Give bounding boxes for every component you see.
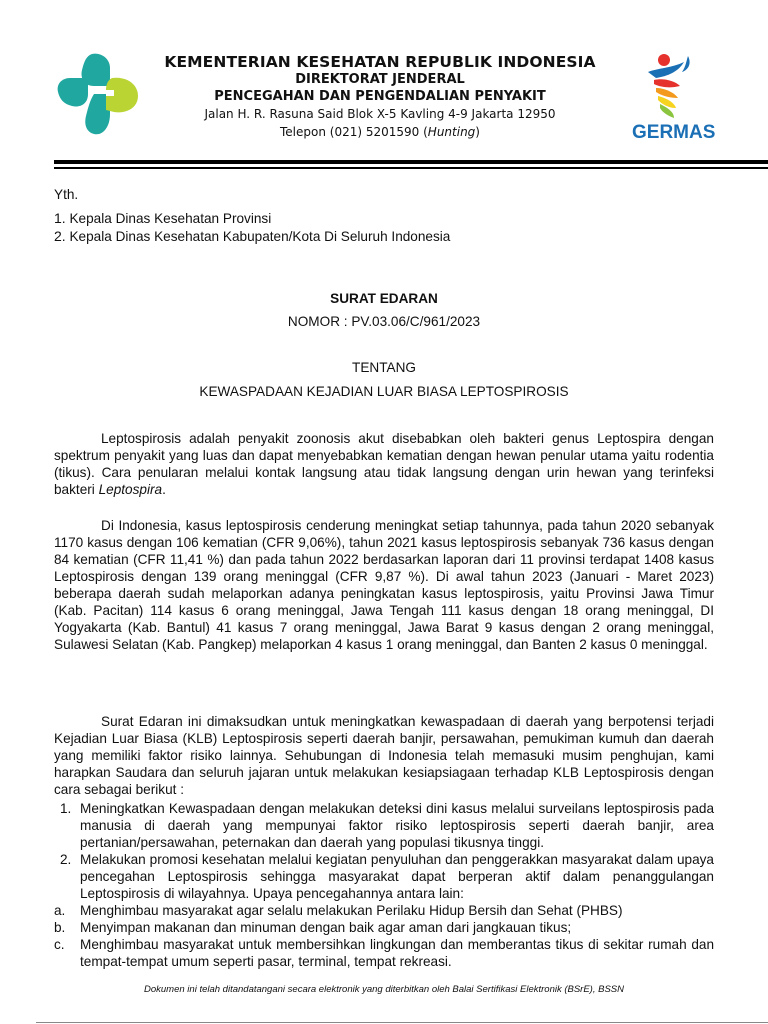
action-item: 1. Meningkatkan Kewaspadaan dengan melakukan deteksi dini kasus melalui surveilans leptospirosis pada manusia di daerah yang mempunyai faktor risiko leptospirosis seperti daerah banjir, area pertanian/persawahan, peternakan dan daerah yang populasi tikusnya tinggi.: [60, 801, 714, 850]
document-subject: KEWASPADAAN KEJADIAN LUAR BIASA LEPTOSPIROSIS: [199, 384, 569, 399]
recipient-item: 1. Kepala Dinas Kesehatan Provinsi: [54, 210, 272, 226]
sub-action-item: b. Menyimpan makanan dan minuman dengan baik agar aman dari jangkauan tikus;: [54, 920, 572, 935]
sub-action-item: c. Menghimbau masyarakat untuk membersihkan lingkungan dan memberantas tikus di sekitar rumah dan tempat-tempat umum seperti pasar, terminal, tempat rekreasi.: [54, 937, 714, 969]
germas-logo-icon: [628, 50, 716, 144]
germas-label: GERMAS: [632, 122, 716, 143]
page-bottom-rule: [36, 1022, 768, 1023]
paragraph-case-data: Di Indonesia, kasus leptospirosis cenderung meningkat setiap tahunnya, pada tahun 2020 sebanyak 1170 kasus dengan 106 kematian (CFR 9,06%), tahun 2021 kasus leptospirosis sebanyak 736 kasus dengan 84 kematian (CFR 11,41 %) dan pada tahun 2022 berdasarkan laporan dari 11 provinsi terdapat 1408 kasus Leptospirosis dengan 139 orang meninggal (CFR 9,87 %). Di awal tahun 2023 (Januari - Maret 2023) beberapa daerah sudah melaporkan adanya peningkatan kasus leptospirosis, yaitu Provinsi Jawa Timur (Kab. Pacitan) 114 kasus 6 orang meninggal, Jawa Tengah 111 kasus dengan 18 orang meninggal, DI Yogyakarta (Kab. Bantul) 41 kasus 7 orang meninggal, Jawa Barat 9 kasus dengan 2 orang meninggal, Sulawesi Selatan (Kab. Pangkep) melaporkan 4 kasus 1 orang meninggal, dan Banten 2 kasus 0 meninggal.: [54, 518, 714, 652]
action-item: 2. Melakukan promosi kesehatan melalui kegiatan penyuluhan dan penggerakkan masyarakat dalam upaya pencegahan Leptospirosis sehingga masyarakat dapat berperan aktif dalam penanggulangan Leptospirosis di wilayahnya. Upaya pencegahannya antara lain:: [60, 852, 714, 901]
paragraph-definition: Leptospirosis adalah penyakit zoonosis akut disebabkan oleh bakteri genus Leptospira dengan spektrum penyakit yang luas dan dapat menyebabkan kematian dengan hewan penular utama yaitu rodentia (tikus). Cara penularan melalui kontak langsung atau tidak langsung dengan urin hewan yang terinfeksi bakteri Leptospira.: [54, 431, 714, 497]
office-phone: Telepon (021) 5201590 (Hunting): [280, 125, 480, 139]
kemenkes-logo-icon: [54, 50, 140, 138]
office-address: Jalan H. R. Rasuna Said Blok X-5 Kavling 4-9 Jakarta 12950: [204, 107, 556, 121]
ministry-name: KEMENTERIAN KESEHATAN REPUBLIK INDONESIA: [164, 53, 596, 71]
sub-action-item: a. Menghimbau masyarakat agar selalu melakukan Perilaku Hidup Bersih dan Sehat (PHBS): [54, 903, 623, 918]
document-type: SURAT EDARAN: [330, 291, 438, 306]
directorate-name: DIREKTORAT JENDERAL: [295, 72, 465, 87]
about-label: TENTANG: [352, 360, 416, 375]
recipient-item: 2. Kepala Dinas Kesehatan Kabupaten/Kota Di Seluruh Indonesia: [54, 228, 451, 244]
header-divider-thin: [54, 167, 768, 169]
document-number: NOMOR : PV.03.06/C/961/2023: [287, 314, 481, 329]
salutation: Yth.: [54, 187, 79, 202]
action-list: [54, 800, 714, 970]
e-signature-note: Dokumen ini telah ditandatangani secara elektronik yang diterbitkan oleh Balai Sertifikasi Elektronik (BSrE), BSSN: [144, 984, 624, 995]
header-divider-thick: [54, 160, 768, 164]
paragraph-purpose: Surat Edaran ini dimaksudkan untuk meningkatkan kewaspadaan di daerah yang berpotensi terjadi Kejadian Luar Biasa (KLB) Leptospirosis seperti daerah banjir, persawahan, pemukiman kumuh dan daerah yang memiliki faktor risiko lainnya. Sehubungan di Indonesia telah memasuki musim penghujan, kami harapkan Saudara dan seluruh jajaran untuk melakukan kesiapsiagaan terhadap KLB Leptospirosis dengan cara sebagai berikut :: [54, 714, 714, 797]
division-name: PENCEGAHAN DAN PENGENDALIAN PENYAKIT: [214, 89, 546, 104]
